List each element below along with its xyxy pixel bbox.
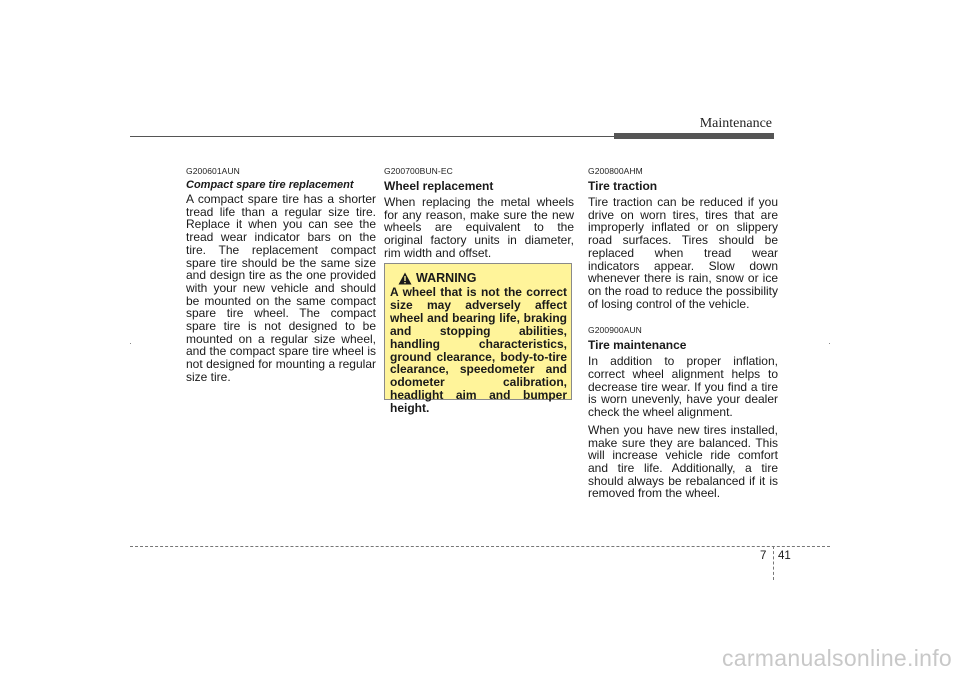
registration-mark	[829, 343, 830, 344]
footer-rule	[130, 546, 830, 547]
header-rule-thick	[614, 133, 774, 139]
section-title: Maintenance	[699, 116, 772, 131]
section-body: When you have new tires installed, make sure they are balanced. This will increase vehicle ride comfort and tire life. Additionally, a tire should always be rebalanced if it is removed from the wheel.	[588, 422, 778, 501]
section-body: A compact spare tire has a shorter tread life than a regular size tire. Replace it when you can see the tread wear indicator bars on the tire. The replacement compact spare tire should be the same size and design tire as the one provided with your new vehicle and should be mounted on the same compact spare tire wheel. The compact spare tire is not designed to be mounted on a regular size wheel, and the compact spare tire wheel is not designed for mounting a regular size tire.	[186, 192, 376, 384]
column-tire-traction-maintenance	[588, 166, 778, 505]
section-code: G200800AHM	[588, 166, 643, 176]
section-heading: Compact spare tire replacement	[186, 179, 354, 191]
warning-title: WARNING	[416, 271, 477, 285]
section-body: When replacing the metal wheels for any reason, make sure the new wheels are equivalent to the original factory units in diameter, rim width and offset.	[384, 195, 574, 260]
section-code: G200601AUN	[186, 166, 240, 176]
section-code: G200700BUN-EC	[384, 166, 453, 176]
column-compact-spare	[186, 166, 376, 389]
warning-text: A wheel that is not the correct size may adversely affect wheel and bearing life, braking and stopping abilities, handling characteristics, ground clearance, body-to-tire clearance, speedometer and odometer calibration, headlight aim and bumper height.	[390, 285, 567, 416]
page-number: 41	[778, 550, 791, 562]
watermark: carmanualsonline.info	[721, 645, 952, 671]
section-heading: Tire traction	[588, 179, 658, 193]
page-number-divider	[773, 546, 774, 580]
warning-header	[390, 271, 567, 285]
warning-box	[384, 263, 572, 416]
section-code: G200900AUN	[588, 325, 642, 336]
registration-mark	[130, 343, 131, 344]
section-heading: Wheel replacement	[384, 179, 494, 193]
header-rule-thin	[130, 136, 614, 137]
section-body: In addition to proper inflation, correct wheel alignment helps to decrease tire wear. If you find a tire is worn unevenly, have your dealer check the wheel alignment.	[588, 354, 778, 420]
column-wheel-replacement	[384, 166, 574, 265]
section-heading: Tire maintenance	[588, 338, 687, 353]
section-body: Tire traction can be reduced if you drive on worn tires, tires that are improperly inflated or on slippery road surfaces. Tires should be replaced when tread wear indicators appear. Slow down whenever there is rain, snow or ice on the road to reduce the possibility of losing control of the vehicle.	[588, 195, 778, 311]
chapter-number: 7	[760, 550, 767, 562]
warning-triangle-icon	[398, 272, 412, 285]
